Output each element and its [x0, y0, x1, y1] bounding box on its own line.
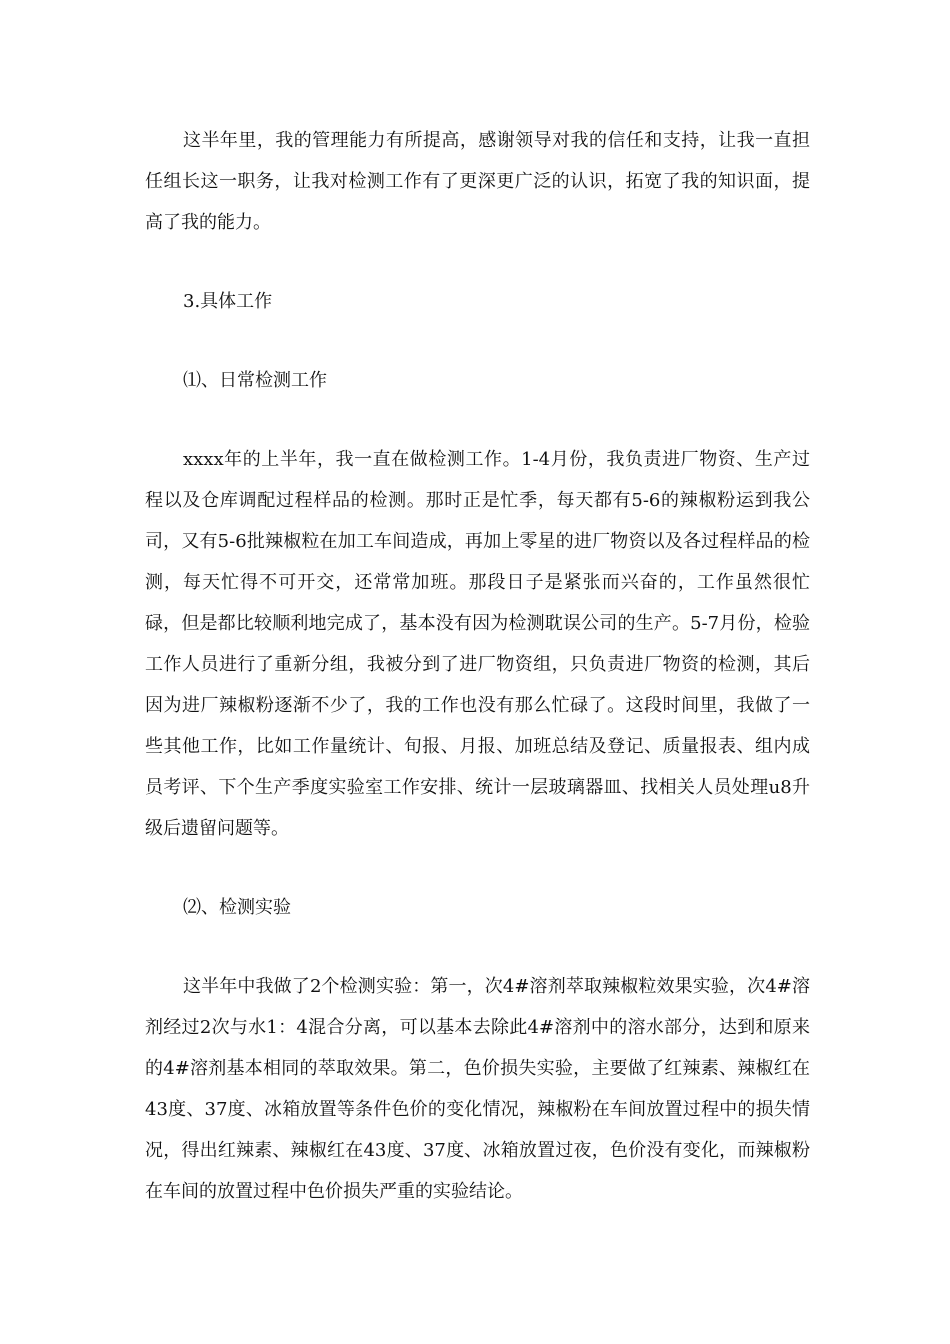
paragraph-testing-experiments: 这半年中我做了2个检测实验：第一，次4#溶剂萃取辣椒粒效果实验，次4#溶剂经过2次与水1：4混合分离，可以基本去除此4#溶剂中的溶水部分，达到和原来的4#溶剂基本相同的萃取效果。第二，色价损失实验，主要做了红辣素、辣椒红在43度、37度、冰箱放置等条件色价的变化情况，辣椒粉在车间放置过程中的损失情况，得出红辣素、辣椒红在43度、37度、冰箱放置过夜，色价没有变化，而辣椒粉在车间的放置过程中色价损失严重的实验结论。: [145, 976, 810, 1202]
paragraph-daily-testing: xxxx年的上半年，我一直在做检测工作。1-4月份，我负责进厂物资、生产过程以及仓库调配过程样品的检测。那时正是忙季，每天都有5-6的辣椒粉运到我公司，又有5-6批辣椒粒在加工车间造成，再加上零星的进厂物资以及各过程样品的检测，每天忙得不可开交，还常常加班。那段日子是紧张而兴奋的，工作虽然很忙碌，但是都比较顺利地完成了，基本没有因为检测耽误公司的生产。5-7月份，检验工作人员进行了重新分组，我被分到了进厂物资组，只负责进厂物资的检测，其后因为进厂辣椒粉逐渐不少了，我的工作也没有那么忙碌了。这段时间里，我做了一些其他工作，比如工作量统计、旬报、月报、加班总结及登记、质量报表、组内成员考评、下个生产季度实验室工作安排、统计一层玻璃器皿、找相关人员处理u8升级后遗留问题等。: [145, 449, 810, 839]
spacer: [145, 849, 810, 887]
spacer: [145, 243, 810, 281]
paragraph-management-ability: 这半年里，我的管理能力有所提高，感谢领导对我的信任和支持，让我一直担任组长这一职务，让我对检测工作有了更深更广泛的认识，拓宽了我的知识面，提高了我的能力。: [145, 130, 810, 233]
subsection-heading-daily-testing: ⑴、日常检测工作: [183, 370, 327, 391]
spacer: [145, 928, 810, 966]
spacer: [145, 322, 810, 360]
subsection-heading-testing-experiments: ⑵、检测实验: [183, 897, 291, 918]
section-heading-specific-work: 3.具体工作: [183, 291, 273, 312]
document-body: [145, 120, 810, 1212]
spacer: [145, 401, 810, 439]
